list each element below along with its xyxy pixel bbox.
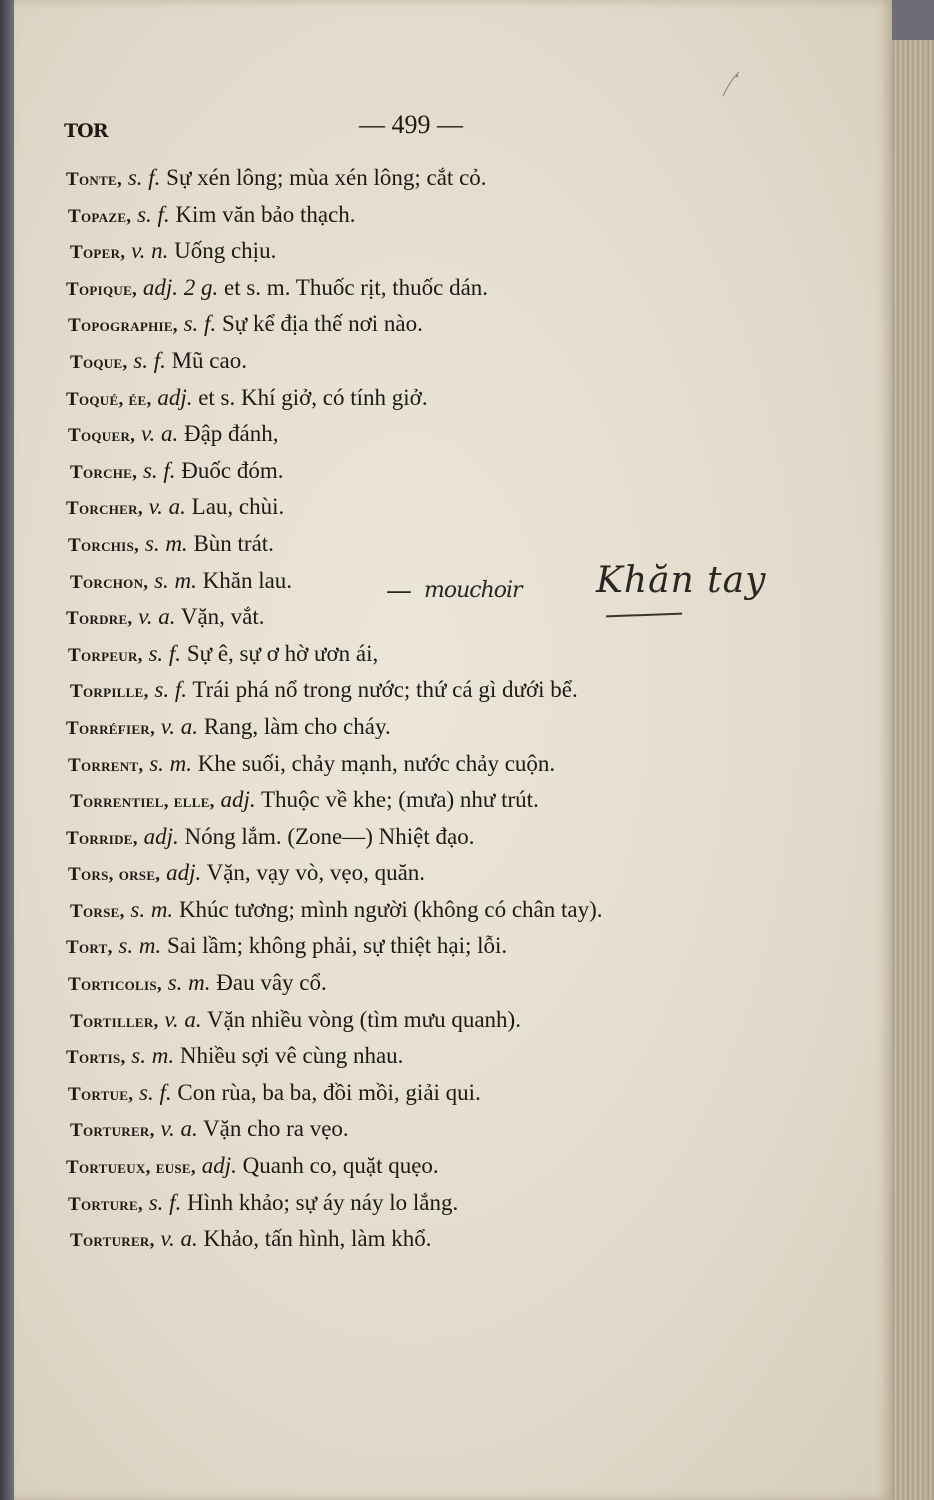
dictionary-entry <box>68 306 860 343</box>
entry-grammar: s. f. <box>142 457 176 483</box>
ink-mark <box>719 70 743 100</box>
entry-definition: et s. Khí giở, có tính giở. <box>198 384 428 410</box>
entry-grammar: adj. <box>201 1153 237 1179</box>
entry-definition: Sự ê, sự ơ hờ ươn ái, <box>186 640 379 666</box>
dictionary-entry <box>68 855 860 892</box>
dictionary-entry <box>66 270 860 307</box>
dictionary-entry <box>66 1038 860 1075</box>
entry-headword: Topaze, <box>68 205 132 227</box>
entry-definition: Hình khảo; sự áy náy lo lắng. <box>187 1189 459 1215</box>
entry-grammar: adj. <box>157 384 193 410</box>
entry-grammar: adj. 2 g. <box>142 274 219 300</box>
dictionary-entry <box>66 489 860 526</box>
entry-grammar: s. m. <box>130 896 174 922</box>
entry-grammar: v. a. <box>148 494 186 520</box>
annotation-dash: — <box>386 576 412 606</box>
entry-grammar: v. a. <box>140 421 179 447</box>
background-strip <box>892 0 934 40</box>
entry-grammar: s. m. <box>144 530 188 556</box>
entry-grammar: adj. <box>166 860 202 886</box>
entry-headword: Tortis, <box>66 1047 126 1069</box>
entry-headword: Topique, <box>66 278 138 300</box>
entry-headword: Torrent, <box>68 754 144 776</box>
entry-grammar: s. m. <box>149 750 193 776</box>
entry-definition: Mũ cao. <box>171 347 247 373</box>
dictionary-entry <box>66 380 860 417</box>
entry-headword: Toquer, <box>68 425 136 447</box>
entry-grammar: s. f. <box>148 640 182 666</box>
entry-definition: Khăn lau. <box>202 567 293 593</box>
dictionary-entry <box>70 453 860 490</box>
dictionary-entry <box>70 672 860 709</box>
entry-definition: Nhiều sợi vê cùng nhau. <box>179 1043 404 1069</box>
entry-definition: Kim văn bảo thạch. <box>175 201 356 227</box>
dictionary-entry <box>68 965 860 1002</box>
entry-grammar: s. f. <box>154 677 187 703</box>
entry-grammar: s. f. <box>148 1189 182 1215</box>
annotation-word-mouchoir: mouchoir <box>424 578 522 603</box>
entry-definition: Khảo, tấn hình, làm khổ. <box>203 1226 432 1252</box>
entry-grammar: s. f. <box>127 165 161 190</box>
entry-definition: et s. m. Thuốc rịt, thuốc dán. <box>224 274 489 300</box>
entry-headword: Tordre, <box>66 608 133 630</box>
dictionary-entry <box>68 636 860 673</box>
entry-definition: Bùn trát. <box>193 530 274 556</box>
entry-definition: Sự kể địa thế nơi nào. <box>221 311 423 337</box>
entry-definition: Sai lầm; không phải, sự thiệt hại; lỗi. <box>166 933 508 959</box>
entry-definition: Đập đánh, <box>183 421 279 447</box>
entry-grammar: v. n. <box>131 238 169 264</box>
entry-definition: Vặn cho ra vẹo. <box>203 1116 349 1142</box>
entry-grammar: v. a. <box>138 604 176 630</box>
entry-definition: Quanh co, quặt quẹo. <box>242 1153 439 1179</box>
dictionary-entry <box>70 1221 860 1258</box>
entry-definition: Lau, chùi. <box>191 494 285 520</box>
entry-headword: Torche, <box>70 461 138 483</box>
dictionary-entry <box>66 709 860 746</box>
entry-grammar: s. f. <box>183 311 217 337</box>
entry-definition: Con rùa, ba ba, đồi mồi, giải qui. <box>177 1079 481 1105</box>
entry-headword: Tortiller, <box>70 1010 159 1032</box>
entry-grammar: s. m. <box>167 970 211 996</box>
dictionary-entry <box>68 1185 860 1222</box>
annotation-word-khan-tay: Khăn tay <box>596 560 767 601</box>
entry-headword: Torchis, <box>68 534 140 556</box>
entry-list <box>60 160 860 1258</box>
dictionary-entry <box>70 233 860 270</box>
entry-definition: Sự xén lông; mùa xén lông; cắt cỏ. <box>166 165 487 190</box>
entry-headword: Torse, <box>70 900 125 922</box>
dictionary-entry <box>68 197 860 234</box>
entry-grammar: v. a. <box>160 713 199 739</box>
entry-grammar: s. f. <box>139 1079 172 1105</box>
running-head: TOR <box>64 120 108 142</box>
dictionary-entry <box>70 1002 860 1039</box>
page-header <box>14 108 892 148</box>
entry-headword: Torrentiel, elle, <box>70 791 215 813</box>
dictionary-page <box>14 0 892 1500</box>
entry-definition: Khúc tương; mình người (không có chân tay). <box>178 896 603 922</box>
dictionary-entry <box>66 1148 860 1185</box>
dictionary-entry <box>68 416 860 453</box>
entry-headword: Torcher, <box>66 498 143 520</box>
entry-headword: Tortue, <box>68 1083 134 1105</box>
entry-grammar: v. a. <box>160 1116 198 1142</box>
entry-grammar: s. f. <box>137 201 170 227</box>
dictionary-entry <box>66 160 860 197</box>
entry-headword: Tort, <box>66 937 113 959</box>
entry-headword: Torride, <box>66 827 138 849</box>
entry-grammar: adj. <box>220 787 256 813</box>
entry-headword: Torchon, <box>70 571 149 593</box>
entry-headword: Topographie, <box>68 315 178 337</box>
entry-grammar: s. f. <box>133 347 166 373</box>
entry-grammar: adj. <box>143 823 179 849</box>
page-edges <box>892 40 934 1500</box>
entry-definition: Thuộc về khe; (mưa) như trút. <box>260 787 539 813</box>
entry-definition: Rang, làm cho cháy. <box>203 713 391 739</box>
entry-headword: Torpille, <box>70 681 149 703</box>
entry-headword: Torticolis, <box>68 974 162 996</box>
entry-definition: Vặn, vạy vò, vẹo, quăn. <box>206 860 426 886</box>
entry-definition: Trái phá nổ trong nước; thứ cá gì dưới bể. <box>192 677 578 703</box>
entry-headword: Tortueux, euse, <box>66 1157 196 1179</box>
entry-headword: Torture, <box>68 1193 143 1215</box>
handwritten-annotation <box>386 548 786 634</box>
entry-grammar: v. a. <box>160 1226 198 1252</box>
dictionary-entry <box>68 746 860 783</box>
dictionary-entry <box>66 928 860 965</box>
entry-definition: Uống chịu. <box>174 238 277 264</box>
entry-headword: Torturer, <box>70 1230 155 1252</box>
dictionary-entry <box>68 1075 860 1112</box>
dictionary-entry <box>70 343 860 380</box>
entry-grammar: v. a. <box>164 1006 202 1032</box>
entry-definition: Khe suối, chảy mạnh, nước chảy cuộn. <box>197 750 556 776</box>
entry-definition: Nóng lắm. (Zone—) Nhiệt đạo. <box>184 823 475 849</box>
entry-grammar: s. m. <box>118 933 162 959</box>
entry-grammar: s. m. <box>154 567 197 593</box>
page-number: — 499 — <box>359 110 463 139</box>
dictionary-entry <box>66 819 860 856</box>
entry-headword: Torpeur, <box>68 644 143 666</box>
entry-headword: Tors, orse, <box>68 864 161 886</box>
entry-headword: Toqué, ée, <box>66 388 152 410</box>
entry-headword: Torréfier, <box>66 717 156 739</box>
entry-definition: Đuốc đóm. <box>181 457 284 483</box>
dictionary-entry <box>70 892 860 929</box>
entry-definition: Vặn nhiều vòng (tìm mưu quanh). <box>206 1006 521 1032</box>
entry-grammar: s. m. <box>131 1043 175 1069</box>
entry-definition: Vặn, vắt. <box>180 604 265 630</box>
entry-definition: Đau vây cổ. <box>216 970 327 996</box>
entry-headword: Tonte, <box>66 169 123 190</box>
entry-headword: Toque, <box>70 351 128 373</box>
entry-headword: Toper, <box>70 242 126 264</box>
entry-headword: Torturer, <box>70 1120 155 1142</box>
annotation-underline <box>606 613 682 618</box>
dictionary-entry <box>70 782 860 819</box>
dictionary-entry <box>70 1111 860 1148</box>
